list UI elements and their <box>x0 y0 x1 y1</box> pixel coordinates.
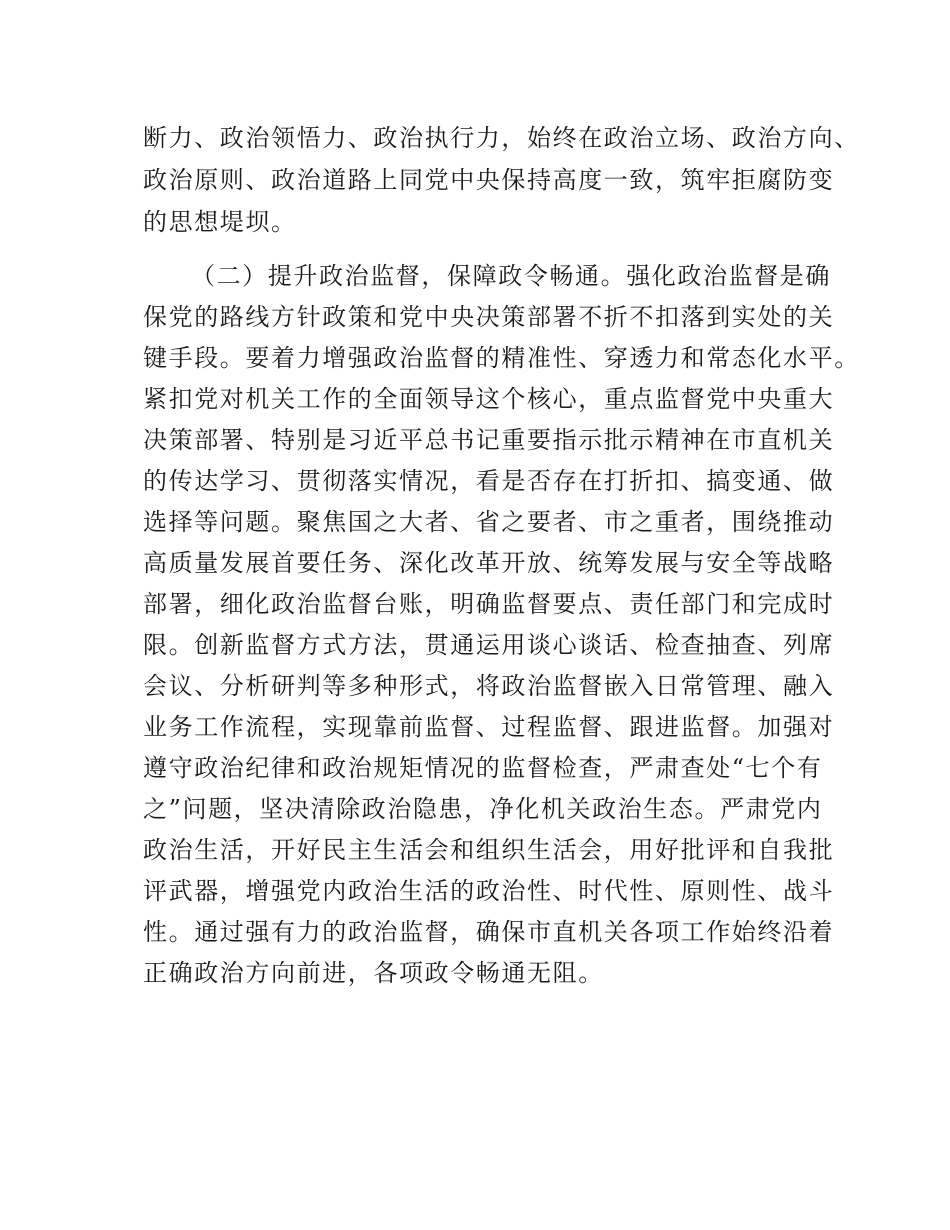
text-line: 正确政治方向前进，各项政令畅通无阻。 <box>143 959 604 987</box>
text-line: 评武器，增强党内政治生活的政治性、时代性、原则性、战斗 <box>143 877 835 905</box>
text-line: 高质量发展首要任务、深化改革开放、统筹发展与安全等战略 <box>143 549 835 577</box>
text-line: 键手段。要着力增强政治监督的精准性、穿透力和常态化水平。 <box>143 344 860 372</box>
text-line: 政治原则、政治道路上同党中央保持高度一致，筑牢拒腐防变 <box>143 166 835 194</box>
text-line: 性。通过强有力的政治监督，确保市直机关各项工作始终沿着 <box>143 918 835 946</box>
text-line: 业务工作流程，实现靠前监督、过程监督、跟进监督。加强对 <box>143 713 835 741</box>
text-line: 决策部署、特别是习近平总书记重要指示批示精神在市直机关 <box>143 426 835 454</box>
text-line: 的传达学习、贯彻落实情况，看是否存在打折扣、搞变通、做 <box>143 467 835 495</box>
text-line: 之”问题，坚决清除政治隐患，净化机关政治生态。严肃党内 <box>143 795 823 823</box>
text-line: 选择等问题。聚焦国之大者、省之要者、市之重者，围绕推动 <box>143 508 835 536</box>
text-line: 紧扣党对机关工作的全面领导这个核心，重点监督党中央重大 <box>143 385 835 413</box>
section-heading-line: （二）提升政治监督，保障政令畅通。强化政治监督是确 <box>191 262 831 290</box>
text-line: 遵守政治纪律和政治规矩情况的监督检查，严肃查处“七个有 <box>143 754 823 782</box>
text-line: 断力、政治领悟力、政治执行力，始终在政治立场、政治方向、 <box>143 124 860 152</box>
text-line: 限。创新监督方式方法，贯通运用谈心谈话、检查抽查、列席 <box>143 631 835 659</box>
text-line: 的思想堤坝。 <box>143 208 297 236</box>
text-line: 保党的路线方针政策和党中央决策部署不折不扣落到实处的关 <box>143 303 835 331</box>
text-line: 部署，细化政治监督台账，明确监督要点、责任部门和完成时 <box>143 590 835 618</box>
text-line: 政治生活，开好民主生活会和组织生活会，用好批评和自我批 <box>143 836 835 864</box>
text-line: 会议、分析研判等多种形式，将政治监督嵌入日常管理、融入 <box>143 672 835 700</box>
